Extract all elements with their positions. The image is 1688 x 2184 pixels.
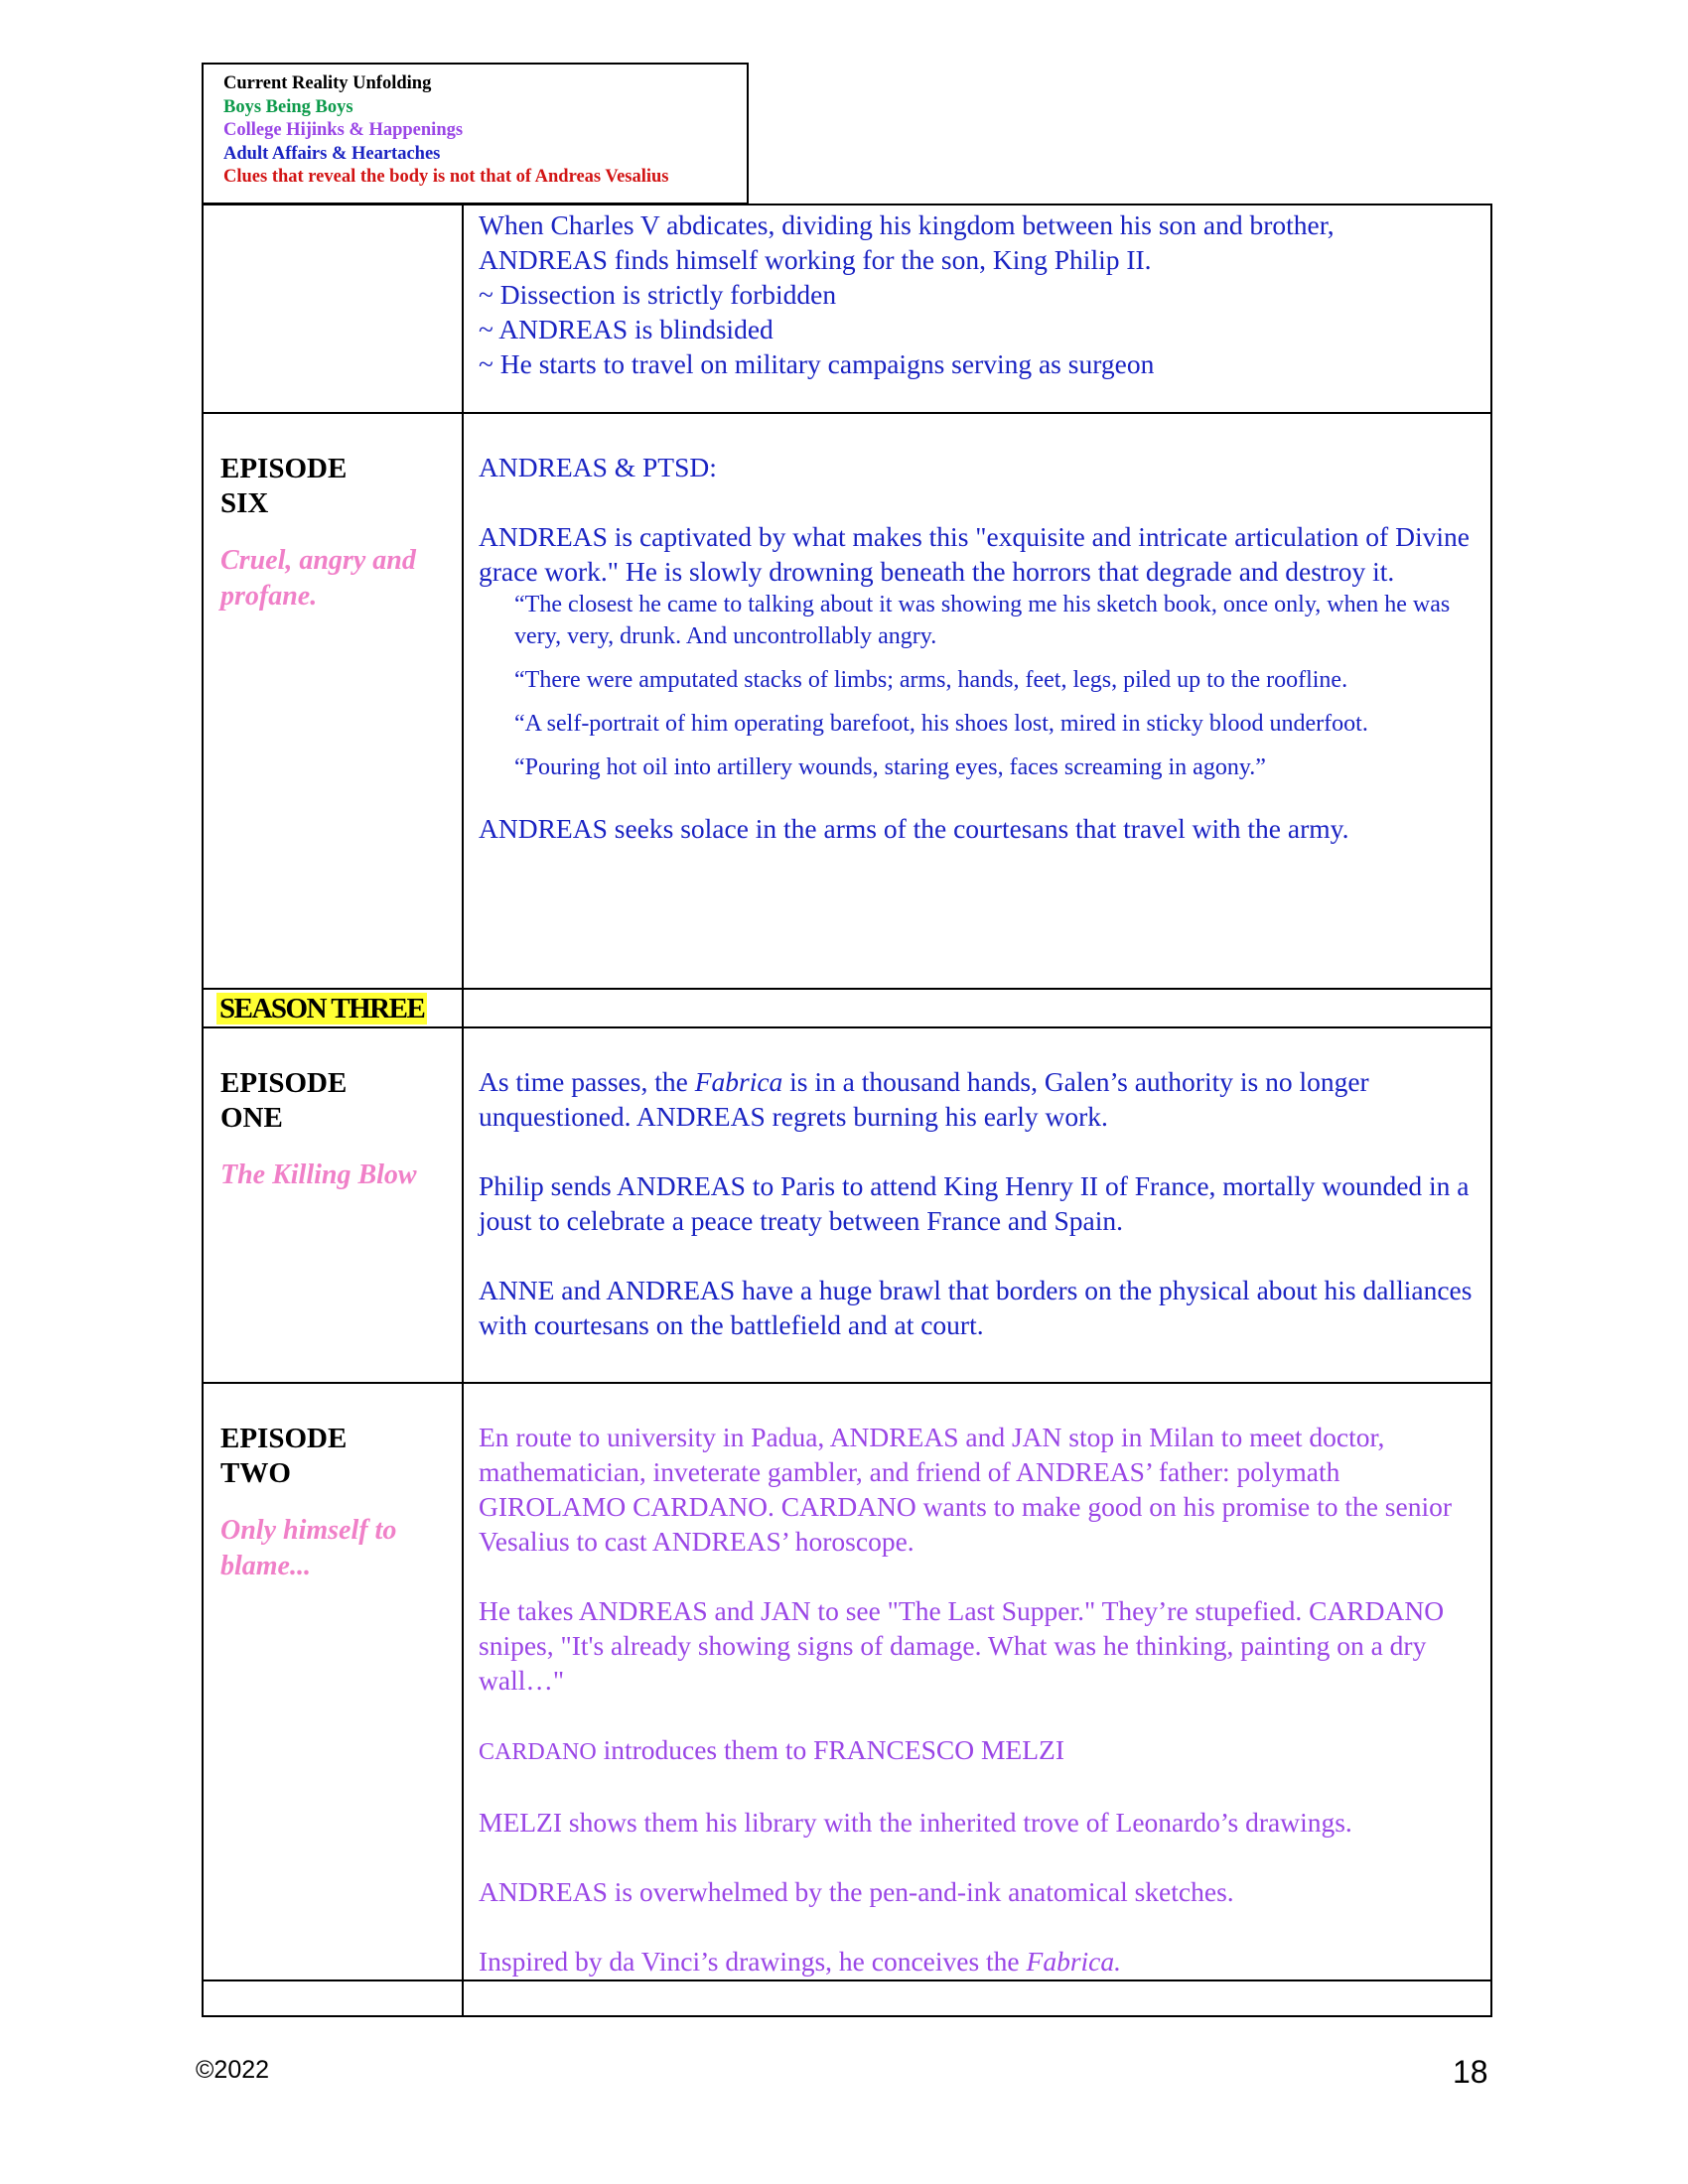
episode-title: Only himself to blame... xyxy=(220,1515,397,1581)
book-title: Fabrica xyxy=(694,1066,783,1097)
episode-one-right-cell xyxy=(463,1027,1491,1383)
episode-six-right-cell xyxy=(463,413,1491,989)
table-row-episode-one xyxy=(203,1027,1491,1383)
legend-item-boys-being-boys: Boys Being Boys xyxy=(223,96,353,117)
quote: “A self-portrait of him operating barefoot, his shoes lost, mired in sticky blood underfoot. xyxy=(514,711,1368,737)
table-row-episode-two xyxy=(203,1383,1491,1980)
continuation-line: ANDREAS finds himself working for the son, King Philip II. xyxy=(479,244,1152,275)
paragraph xyxy=(479,1944,1480,1979)
episode-label: EPISODE xyxy=(220,1423,348,1454)
quote: “There were amputated stacks of limbs; arms, hands, feet, legs, piled up to the roofline. xyxy=(514,667,1348,693)
legend-item-current-reality: Current Reality Unfolding xyxy=(223,73,432,93)
season-three-right-cell xyxy=(463,989,1491,1027)
episode-number: TWO xyxy=(220,1457,291,1489)
episode-label: EPISODE xyxy=(220,1067,348,1099)
section-heading: ANDREAS & PTSD: xyxy=(479,452,717,482)
text-span: As time passes, the xyxy=(479,1066,695,1097)
table-row-empty xyxy=(203,1980,1491,2016)
copyright: ©2022 xyxy=(196,2056,270,2084)
text-span: is in a thousand hands, Galen’s authority is no longer unquestioned. ANDREAS regrets burning his early work. xyxy=(479,1066,1369,1132)
empty-left-cell xyxy=(203,1980,463,2016)
episode-label: EPISODE xyxy=(220,453,348,484)
episode-six-left-cell xyxy=(203,413,463,989)
table-row-continuation xyxy=(203,205,1491,413)
paragraph: ANDREAS is overwhelmed by the pen-and-ink anatomical sketches. xyxy=(479,1876,1234,1907)
season-three-left-cell xyxy=(203,989,463,1027)
episode-outline-table xyxy=(202,204,1492,2017)
right-cell-continuation xyxy=(463,205,1491,413)
episode-title: Cruel, angry and profane. xyxy=(220,545,416,612)
color-legend xyxy=(202,63,749,205)
paragraph xyxy=(479,1732,1480,1770)
episode-two-right-cell xyxy=(463,1383,1491,1980)
continuation-line: When Charles V abdicates, dividing his kingdom between his son and brother, xyxy=(479,209,1335,240)
paragraph: He takes ANDREAS and JAN to see "The Last Supper." They’re stupefied. CARDANO snipes, "It's already showing signs of damage. What was he thinking, painting on a dry wall…" xyxy=(479,1595,1445,1696)
legend-item-college-hijinks: College Hijinks & Happenings xyxy=(223,120,464,140)
paragraph: ANNE and ANDREAS have a huge brawl that borders on the physical about his dalliances with courtesans on the battlefield and at court. xyxy=(479,1275,1473,1340)
episode-number: SIX xyxy=(220,487,269,519)
page-number: 18 xyxy=(1453,2054,1488,2090)
legend-item-adult-affairs: Adult Affairs & Heartaches xyxy=(223,143,441,164)
text-span: Inspired by da Vinci’s drawings, he conceives the xyxy=(479,1946,1027,1977)
paragraph: Philip sends ANDREAS to Paris to attend King Henry II of France, mortally wounded in a joust to celebrate a peace treaty between France and Spain. xyxy=(479,1170,1470,1236)
paragraph: ANDREAS is captivated by what makes this "exquisite and intricate articulation of Divine grace work." He is slowly drowning beneath the horrors that degrade and destroy it. xyxy=(479,521,1470,587)
season-heading: SEASON THREE xyxy=(216,993,427,1024)
episode-number: ONE xyxy=(220,1102,283,1134)
episode-one-left-cell xyxy=(203,1027,463,1383)
table-row-episode-six xyxy=(203,413,1491,989)
empty-right-cell xyxy=(463,1980,1491,2016)
quote: “Pouring hot oil into artillery wounds, staring eyes, faces screaming in agony.” xyxy=(514,754,1266,780)
text-span: CARDANO xyxy=(479,1739,597,1765)
episode-title: The Killing Blow xyxy=(220,1160,417,1190)
text-span: introduces them to FRANCESCO MELZI xyxy=(596,1734,1064,1765)
quote: “The closest he came to talking about it was showing me his sketch book, once only, when he was very, very, drunk. And uncontrollably angry. xyxy=(514,592,1451,649)
continuation-line: ~ ANDREAS is blindsided xyxy=(479,314,774,344)
paragraph: En route to university in Padua, ANDREAS and JAN stop in Milan to meet doctor, mathematician, inveterate gambler, and friend of ANDREAS’ father: polymath GIROLAMO CARDANO. CARDANO wants to make good on his promise to the senior Vesalius to cast ANDREAS’ horoscope. xyxy=(479,1422,1453,1557)
paragraph: MELZI shows them his library with the inherited trove of Leonardo’s drawings. xyxy=(479,1807,1352,1838)
table-row-season-three xyxy=(203,989,1491,1027)
episode-two-left-cell xyxy=(203,1383,463,1980)
left-cell-empty xyxy=(203,205,463,413)
book-title: Fabrica. xyxy=(1026,1946,1122,1977)
paragraph xyxy=(479,1064,1480,1134)
paragraph: ANDREAS seeks solace in the arms of the courtesans that travel with the army. xyxy=(479,813,1349,844)
legend-item-clues: Clues that reveal the body is not that of Andreas Vesalius xyxy=(223,167,669,187)
continuation-line: ~ He starts to travel on military campaigns serving as surgeon xyxy=(479,348,1155,379)
continuation-line: ~ Dissection is strictly forbidden xyxy=(479,279,837,310)
